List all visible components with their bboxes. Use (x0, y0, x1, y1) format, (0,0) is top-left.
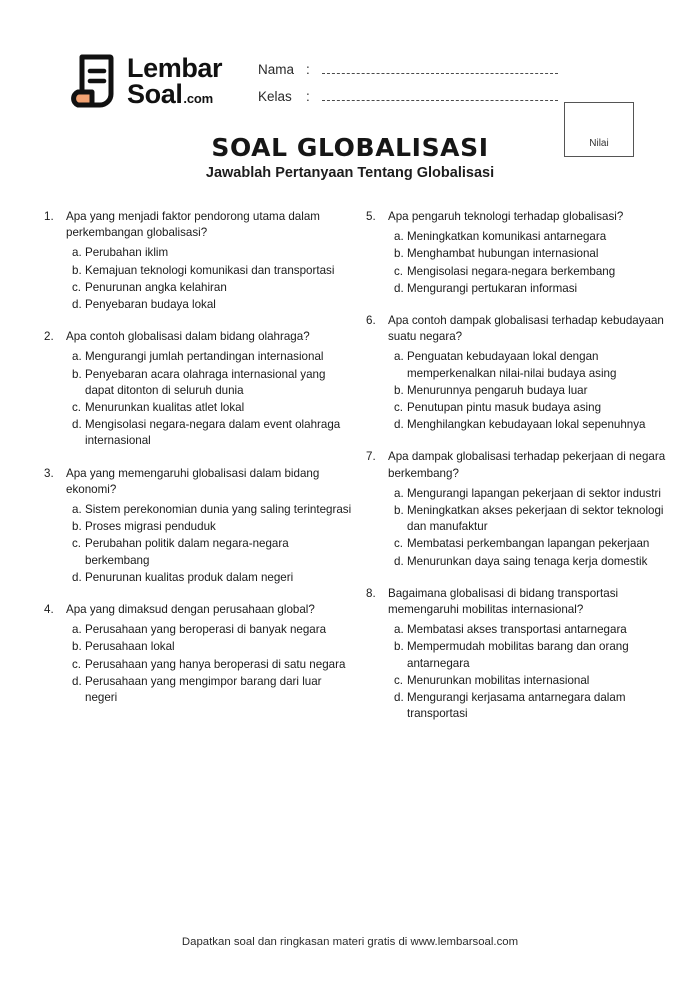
questions-area (0, 209, 700, 738)
option-item[interactable] (394, 554, 676, 570)
option-letter: d. (72, 298, 82, 312)
option-letter: a. (394, 230, 404, 244)
option-letter: b. (394, 247, 404, 261)
option-text: Perusahaan yang hanya beroperasi di satu negara (85, 657, 346, 671)
question-text: Apa yang dimaksud dengan perusahaan global? (66, 603, 315, 617)
option-item[interactable] (394, 400, 676, 416)
option-item[interactable] (72, 639, 354, 655)
option-text: Penyebaran acara olahraga internasional yang dapat ditonton di seluruh dunia (85, 367, 326, 397)
question-header (366, 313, 676, 345)
option-item[interactable] (72, 349, 354, 365)
question-number: 8. (366, 586, 376, 600)
brand-line-1: Lembar (127, 52, 223, 83)
option-list (366, 622, 676, 722)
question-number: 5. (366, 210, 376, 223)
brand-line-2 (127, 81, 222, 107)
option-letter: a. (394, 623, 404, 637)
document-pencil-icon (68, 52, 118, 110)
option-letter: d. (394, 281, 404, 295)
option-item[interactable] (72, 502, 354, 518)
option-item[interactable] (72, 245, 354, 261)
option-text: Penurunan kualitas produk dalam negeri (85, 570, 294, 584)
option-text: Menghambat hubungan internasional (407, 247, 599, 261)
option-item[interactable] (394, 536, 676, 552)
option-list (366, 349, 676, 433)
question-item (366, 313, 676, 433)
question-text: Apa dampak globalisasi terhadap pekerjaan di negara berkembang? (388, 450, 666, 480)
option-letter: c. (394, 537, 404, 551)
option-letter: c. (72, 657, 82, 671)
option-item[interactable] (72, 657, 354, 673)
option-item[interactable] (72, 297, 354, 313)
option-letter: d. (394, 691, 404, 705)
question-item (366, 209, 676, 297)
question-number: 6. (366, 314, 376, 328)
option-text: Mengisolasi negara-negara dalam event olahraga internasional (85, 418, 341, 448)
question-item (366, 586, 676, 723)
option-text: Membatasi akses transportasi antarnegara (407, 623, 627, 637)
option-letter: b. (72, 263, 82, 277)
option-item[interactable] (394, 639, 676, 671)
page-footer: Dapatkan soal dan ringkasan materi gratis di www.lembarsoal.com (181, 936, 519, 948)
option-text: Perusahaan yang beroperasi di banyak negara (85, 623, 327, 637)
question-item (44, 329, 354, 449)
option-text: Menurunnya pengaruh budaya luar (407, 383, 588, 397)
option-item[interactable] (394, 673, 676, 689)
question-text: Apa pengaruh teknologi terhadap globalisasi? (388, 210, 624, 223)
question-item (44, 209, 354, 313)
brand-line-2-text: Soal (127, 79, 183, 109)
option-text: Menghilangkan kebudayaan lokal sepenuhnya (407, 418, 646, 432)
option-text: Mengisolasi negara-negara berkembang (407, 264, 616, 278)
option-item[interactable] (72, 519, 354, 535)
option-item[interactable] (394, 246, 676, 262)
question-header (44, 209, 354, 241)
field-colon-nama: : (306, 62, 310, 77)
option-letter: b. (394, 504, 404, 518)
option-item[interactable] (394, 229, 676, 245)
question-number: 2. (44, 330, 54, 344)
field-label-kelas: Kelas (258, 89, 292, 104)
brand-dotcom: .com (183, 91, 213, 106)
option-letter: a. (394, 486, 404, 500)
question-header (366, 586, 676, 618)
option-item[interactable] (394, 622, 676, 638)
option-letter: d. (394, 554, 404, 568)
option-letter: a. (72, 246, 82, 260)
option-item[interactable] (72, 570, 354, 586)
option-letter: a. (72, 350, 82, 364)
option-letter: b. (72, 367, 82, 381)
option-item[interactable] (72, 417, 354, 449)
option-text: Menurunkan mobilitas internasional (407, 673, 590, 687)
page-title: SOAL GLOBALISASI (211, 133, 489, 162)
option-item[interactable] (72, 536, 354, 568)
option-item[interactable] (394, 281, 676, 297)
question-header (366, 209, 676, 225)
questions-column-right (366, 209, 676, 738)
option-text: Meningkatkan akses pekerjaan di sektor teknologi dan manufaktur (407, 504, 664, 534)
option-text: Sistem perekonomian dunia yang saling terintegrasi (85, 503, 352, 517)
option-text: Meningkatkan komunikasi antarnegara (407, 230, 607, 244)
option-list (44, 502, 354, 586)
brand-logo (68, 52, 222, 110)
option-text: Penyebaran budaya lokal (85, 298, 216, 312)
option-letter: d. (72, 674, 82, 688)
option-letter: b. (72, 520, 82, 534)
question-text: Apa contoh globalisasi dalam bidang olahraga? (66, 330, 310, 344)
option-text: Proses migrasi penduduk (85, 520, 216, 534)
option-text: Mengurangi kerjasama antarnegara dalam transportasi (407, 691, 626, 721)
option-text: Penguatan kebudayaan lokal dengan memperkenalkan nilai-nilai budaya asing (407, 350, 617, 380)
option-letter: c. (72, 401, 82, 415)
question-number: 7. (366, 450, 376, 464)
option-letter: c. (72, 280, 82, 294)
option-letter: d. (72, 418, 82, 432)
option-item[interactable] (72, 280, 354, 296)
question-header (44, 602, 354, 618)
option-list (44, 622, 354, 706)
option-item[interactable] (72, 622, 354, 638)
option-item[interactable] (72, 400, 354, 416)
question-text: Bagaimana globalisasi di bidang transportasi memengaruhi mobilitas internasional? (388, 586, 619, 617)
option-letter: b. (394, 640, 404, 654)
question-item (366, 449, 676, 569)
option-letter: a. (72, 623, 82, 637)
field-row-nama (258, 56, 558, 83)
question-number: 4. (44, 603, 54, 617)
option-item[interactable] (394, 417, 676, 433)
option-list (44, 349, 354, 449)
field-colon-kelas: : (306, 89, 310, 104)
option-item[interactable] (394, 264, 676, 280)
option-letter: c. (394, 673, 404, 687)
option-item[interactable] (394, 349, 676, 381)
questions-column-left (44, 209, 354, 738)
option-item[interactable] (394, 383, 676, 399)
option-letter: d. (394, 418, 404, 432)
option-text: Perusahaan yang mengimpor barang dari luar negeri (85, 674, 322, 705)
option-text: Perubahan politik dalam negara-negara berkembang (85, 537, 289, 567)
option-letter: b. (72, 640, 82, 654)
option-text: Penutupan pintu masuk budaya asing (407, 401, 602, 415)
option-list (366, 486, 676, 570)
option-text: Membatasi perkembangan lapangan pekerjaan (407, 537, 650, 551)
option-text: Perubahan iklim (85, 246, 169, 260)
option-letter: c. (394, 401, 404, 415)
field-row-kelas (258, 83, 558, 110)
option-letter: a. (72, 503, 82, 517)
option-list (44, 245, 354, 313)
option-letter: c. (72, 537, 82, 551)
option-text: Mempermudah mobilitas barang dan orang antarnegara (407, 640, 629, 670)
option-item[interactable] (72, 263, 354, 279)
question-text: Apa contoh dampak globalisasi terhadap kebudayaan suatu negara? (388, 314, 664, 344)
option-letter: d. (72, 570, 82, 584)
option-text: Kemajuan teknologi komunikasi dan transportasi (85, 263, 335, 277)
option-letter: b. (394, 383, 404, 397)
question-header (44, 329, 354, 345)
question-item (44, 466, 354, 586)
option-text: Mengurangi pertukaran informasi (407, 281, 578, 295)
option-item[interactable] (394, 503, 676, 535)
option-item[interactable] (394, 690, 676, 722)
option-text: Penurunan angka kelahiran (85, 280, 227, 294)
option-list (366, 229, 676, 297)
question-number: 1. (44, 210, 54, 223)
option-text: Perusahaan lokal (85, 640, 175, 654)
brand-wordmark (127, 52, 223, 109)
question-number: 3. (44, 466, 54, 480)
option-text: Mengurangi lapangan pekerjaan di sektor industri (407, 486, 661, 500)
question-text: Apa yang memengaruhi globalisasi dalam bidang ekonomi? (66, 466, 320, 496)
option-text: Menurunkan daya saing tenaga kerja domestik (407, 554, 648, 568)
score-box-label: Nilai (589, 138, 609, 149)
option-text: Menurunkan kualitas atlet lokal (85, 401, 245, 415)
option-text: Mengurangi jumlah pertandingan internasional (85, 350, 324, 364)
field-input-nama[interactable] (322, 73, 558, 75)
option-item[interactable] (72, 674, 354, 706)
question-item (44, 602, 354, 706)
option-item[interactable] (72, 367, 354, 399)
option-letter: c. (394, 264, 404, 278)
field-input-kelas[interactable] (322, 100, 558, 102)
question-header (366, 449, 676, 481)
option-letter: a. (394, 350, 404, 364)
question-text: Apa yang menjadi faktor pendorong utama dalam perkembangan globalisasi? (66, 210, 320, 240)
option-item[interactable] (394, 486, 676, 502)
student-fields (258, 56, 558, 110)
page-subtitle: Jawablah Pertanyaan Tentang Globalisasi (205, 165, 495, 181)
question-header (44, 466, 354, 498)
field-label-nama: Nama (258, 62, 295, 77)
